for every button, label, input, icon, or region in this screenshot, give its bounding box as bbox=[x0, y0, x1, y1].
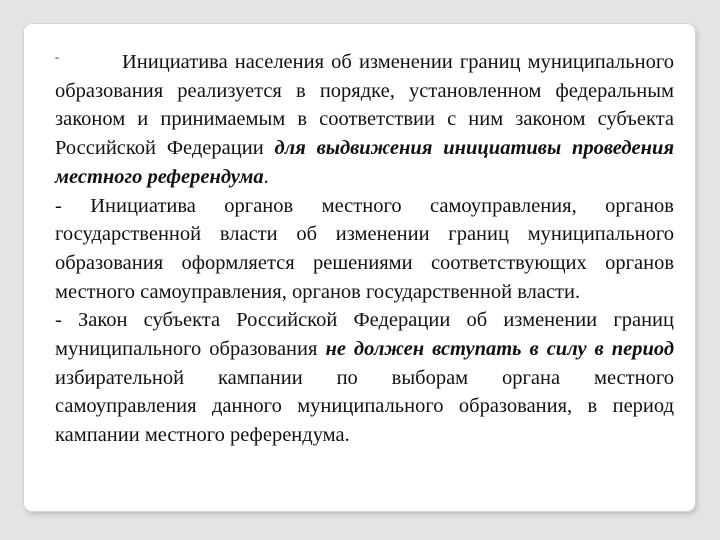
paragraph-authorities-initiative bbox=[55, 192, 674, 307]
emphasis-fragment: для выдвижения инициативы проведения местного референдума bbox=[55, 137, 675, 188]
emphasis-fragment: не должен вступать в силу в период bbox=[325, 338, 674, 361]
text-fragment: - Инициатива органов местного самоуправления, органов государственной власти об изменении границ муниципального образования оформляется решениями соответствующих органов местного самоуправления, органов государственной власти. bbox=[55, 194, 674, 303]
text-fragment: . bbox=[263, 165, 269, 188]
bullet-dash: - bbox=[55, 50, 59, 64]
paragraph-population-initiative bbox=[55, 48, 674, 192]
text-fragment: - Закон субъекта Российской Федерации об изменении границ муниципального образования bbox=[55, 309, 674, 361]
text-fragment: Инициатива населения об изменении границ муниципального образования реализуется в порядке, установленном федеральным законом и принимаемым в соответствии с ним законом субъекта Российской Федерации bbox=[55, 51, 674, 160]
paragraph-regional-law bbox=[55, 306, 674, 450]
slide-text-body bbox=[55, 48, 674, 450]
text-fragment: избирательной кампании по выборам органа местного самоуправления данного муниципального образования, в период кампании местного референдума. bbox=[55, 366, 674, 447]
